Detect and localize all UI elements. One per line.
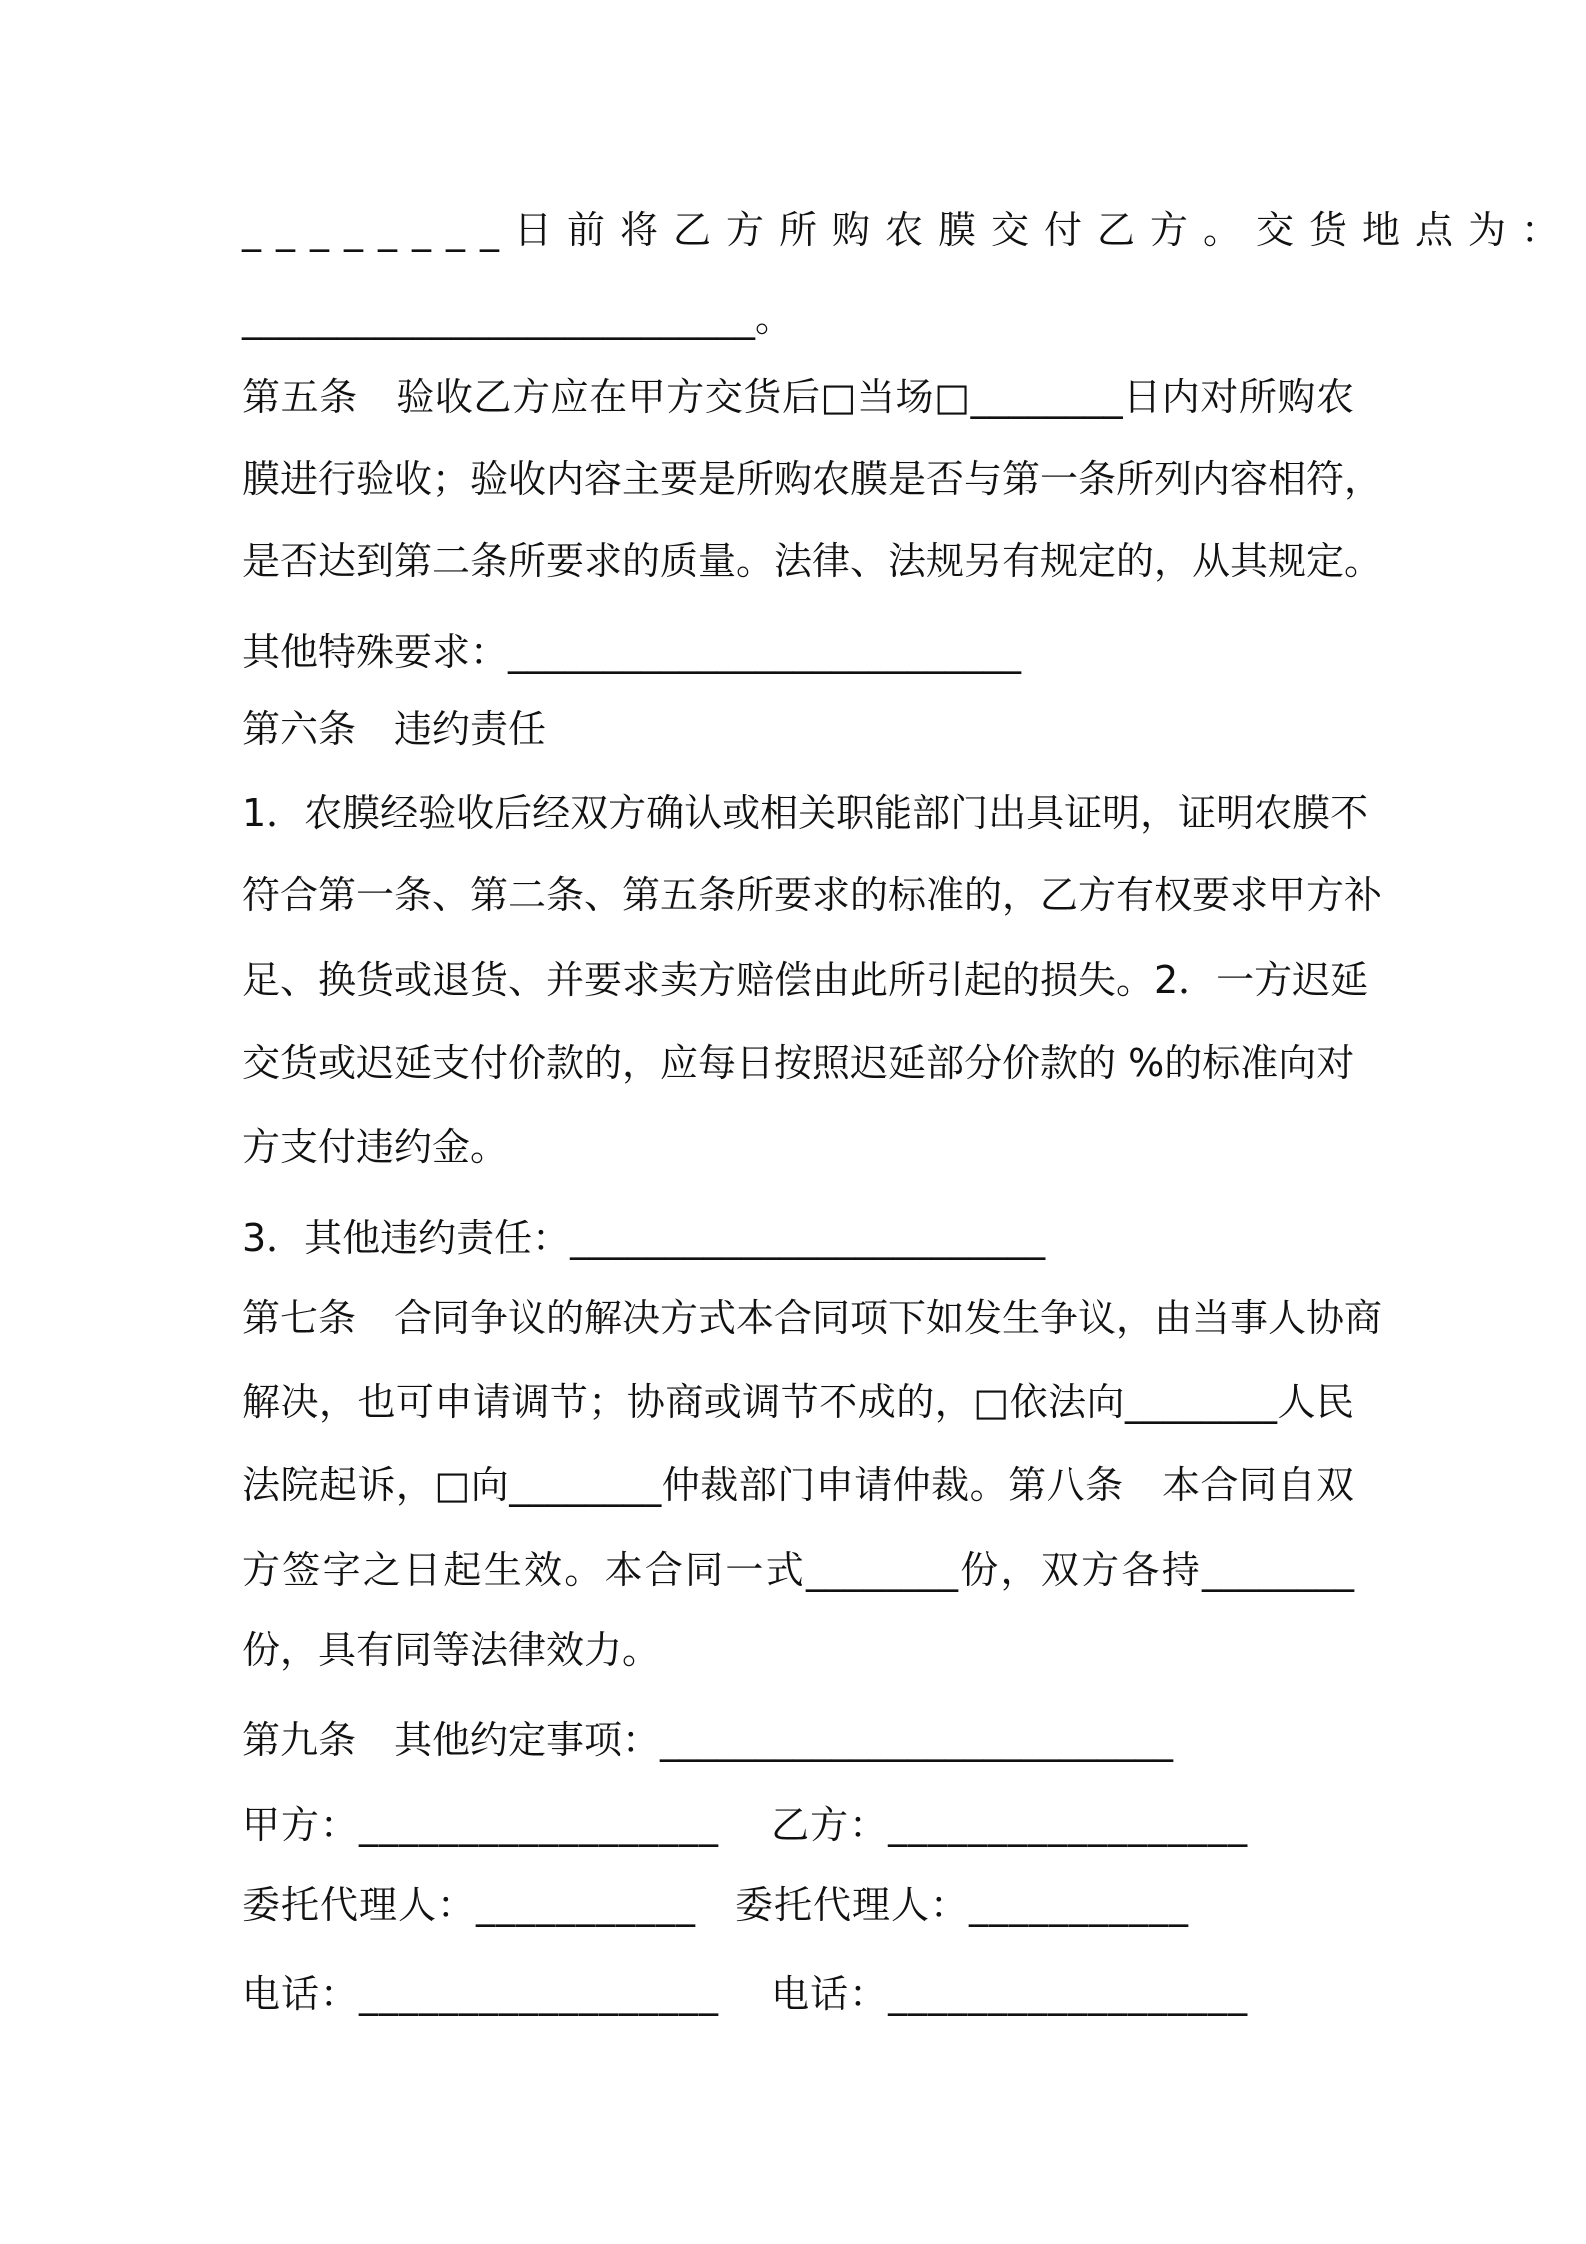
article-6-line-4: 交货或迟延支付价款的，应每日按照迟延部分价款的 %的标准向对 xyxy=(242,1041,1355,1085)
article-6-line-2: 符合第一条、第二条、第五条所要求的标准的，乙方有权要求甲方补 xyxy=(242,873,1383,917)
article-5-line-1: 第五条 验收乙方应在甲方交货后□当场□________日内对所购农 xyxy=(242,375,1354,419)
phone-line: 电话：__________________ 电话：__________________ xyxy=(242,1972,1249,2016)
agent-line: 委托代理人：___________ 委托代理人：___________ xyxy=(242,1883,1190,1927)
article-7-line-3: 法院起诉，□向________仲裁部门申请仲裁。第八条 本合同自双 xyxy=(242,1463,1354,1507)
article-7-line-1: 第七条 合同争议的解决方式本合同项下如发生争议，由当事人协商 xyxy=(242,1296,1383,1340)
article-5-line-3: 是否达到第二条所要求的质量。法律、法规另有规定的，从其规定。 xyxy=(242,539,1383,583)
contract-page xyxy=(242,0,1575,2244)
party-line: 甲方：__________________ 乙方：__________________ xyxy=(242,1803,1249,1847)
other-liability-line: 3．其他违约责任：_________________________ xyxy=(242,1216,1046,1260)
delivery-clause-line: ________日前将乙方所购农膜交付乙方。交货地点为： xyxy=(242,208,1575,252)
article-6-heading: 第六条 违约责任 xyxy=(242,707,547,751)
article-7-line-2: 解决，也可申请调节；协商或调节不成的，□依法向________人民 xyxy=(242,1380,1354,1424)
article-6-line-1: 1．农膜经验收后经双方确认或相关职能部门出具证明，证明农膜不 xyxy=(242,791,1369,835)
article-6-line-5: 方支付违约金。 xyxy=(242,1125,509,1169)
article-8-line-2: 份，具有同等法律效力。 xyxy=(242,1628,661,1672)
delivery-location-line: ___________________________。 xyxy=(242,296,794,340)
article-8-line-1: 方签字之日起生效。本合同一式________份，双方各持________ xyxy=(242,1548,1354,1592)
article-5-line-2: 膜进行验收；验收内容主要是所购农膜是否与第一条所列内容相符， xyxy=(242,457,1383,501)
article-9-line: 第九条 其他约定事项：___________________________ xyxy=(242,1718,1174,1762)
article-6-line-3: 足、换货或退货、并要求卖方赔偿由此所引起的损失。2．一方迟延 xyxy=(242,958,1369,1002)
special-requirements-line: 其他特殊要求：___________________________ xyxy=(242,630,1022,674)
